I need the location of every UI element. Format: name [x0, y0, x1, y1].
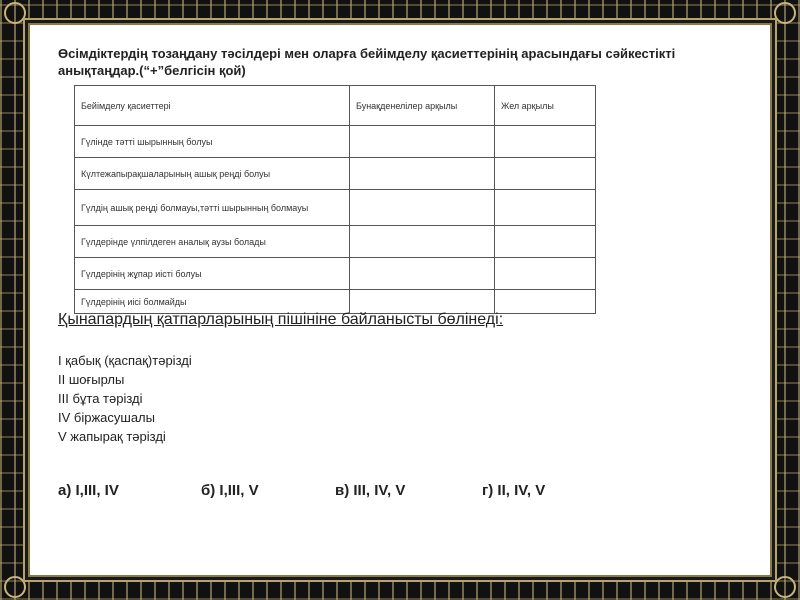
wind-cell[interactable]: [495, 126, 596, 158]
option-item: III бұта тәрізді: [58, 391, 143, 406]
wind-cell[interactable]: [495, 158, 596, 190]
ornament-icon: [4, 576, 26, 598]
answer-c[interactable]: в) III, IV, V: [335, 482, 406, 499]
wind-cell[interactable]: [495, 290, 596, 314]
answer-b[interactable]: б) I,III, V: [201, 482, 259, 499]
matching-table: [74, 85, 596, 314]
header-cell: Бейімделу қасиеттері: [75, 86, 350, 126]
task-title: Өсімдіктердің тозаңдану тәсілдері мен оларға бейімделу қасиеттерінің арасындағы сәйкестікті анықтаңдар.(“+”белгісін қой): [58, 46, 676, 78]
table-header-row: [75, 86, 596, 126]
answer-a[interactable]: а) I,III, IV: [58, 482, 119, 499]
table-row: [75, 226, 596, 258]
option-item: I қабық (қаспақ)тәрізді: [58, 353, 192, 368]
table-row: [75, 158, 596, 190]
insect-cell[interactable]: [350, 126, 495, 158]
property-cell: Гүлдерінің иісі болмайды: [75, 290, 350, 314]
property-cell: Гүлінде тәтті шырынның болуы: [75, 126, 350, 158]
ornament-icon: [4, 2, 26, 24]
insect-cell[interactable]: [350, 290, 495, 314]
option-item: V жапырақ тәрізді: [58, 429, 166, 444]
insect-cell[interactable]: [350, 258, 495, 290]
property-cell: Гүлдерінде үлпілдеген аналық аузы болады: [75, 226, 350, 258]
answer-choices: [58, 482, 678, 502]
ornament-icon: [774, 576, 796, 598]
option-item: II шоғырлы: [58, 372, 125, 387]
ornament-icon: [774, 2, 796, 24]
insect-cell[interactable]: [350, 158, 495, 190]
property-cell: Гүлдің ашық реңді болмауы,тәтті шырынның болмауы: [75, 190, 350, 226]
wind-cell[interactable]: [495, 258, 596, 290]
question-heading: Қынапардың қатпарларының пішініне байланысты бөлінеді:: [58, 311, 504, 328]
header-cell: Жел арқылы: [495, 86, 596, 126]
table-row: [75, 290, 596, 314]
answer-d[interactable]: г) II, IV, V: [482, 482, 546, 499]
wind-cell[interactable]: [495, 190, 596, 226]
header-cell: Бунақденелілер арқылы: [350, 86, 495, 126]
table-row: [75, 190, 596, 226]
insect-cell[interactable]: [350, 226, 495, 258]
table-row: [75, 258, 596, 290]
table-row: [75, 126, 596, 158]
property-cell: Күлтежапырақшаларының ашық реңді болуы: [75, 158, 350, 190]
property-cell: Гүлдерінің жұпар иісті болуы: [75, 258, 350, 290]
options-list: [58, 351, 192, 446]
insect-cell[interactable]: [350, 190, 495, 226]
option-item: IV біржасушалы: [58, 410, 155, 425]
wind-cell[interactable]: [495, 226, 596, 258]
